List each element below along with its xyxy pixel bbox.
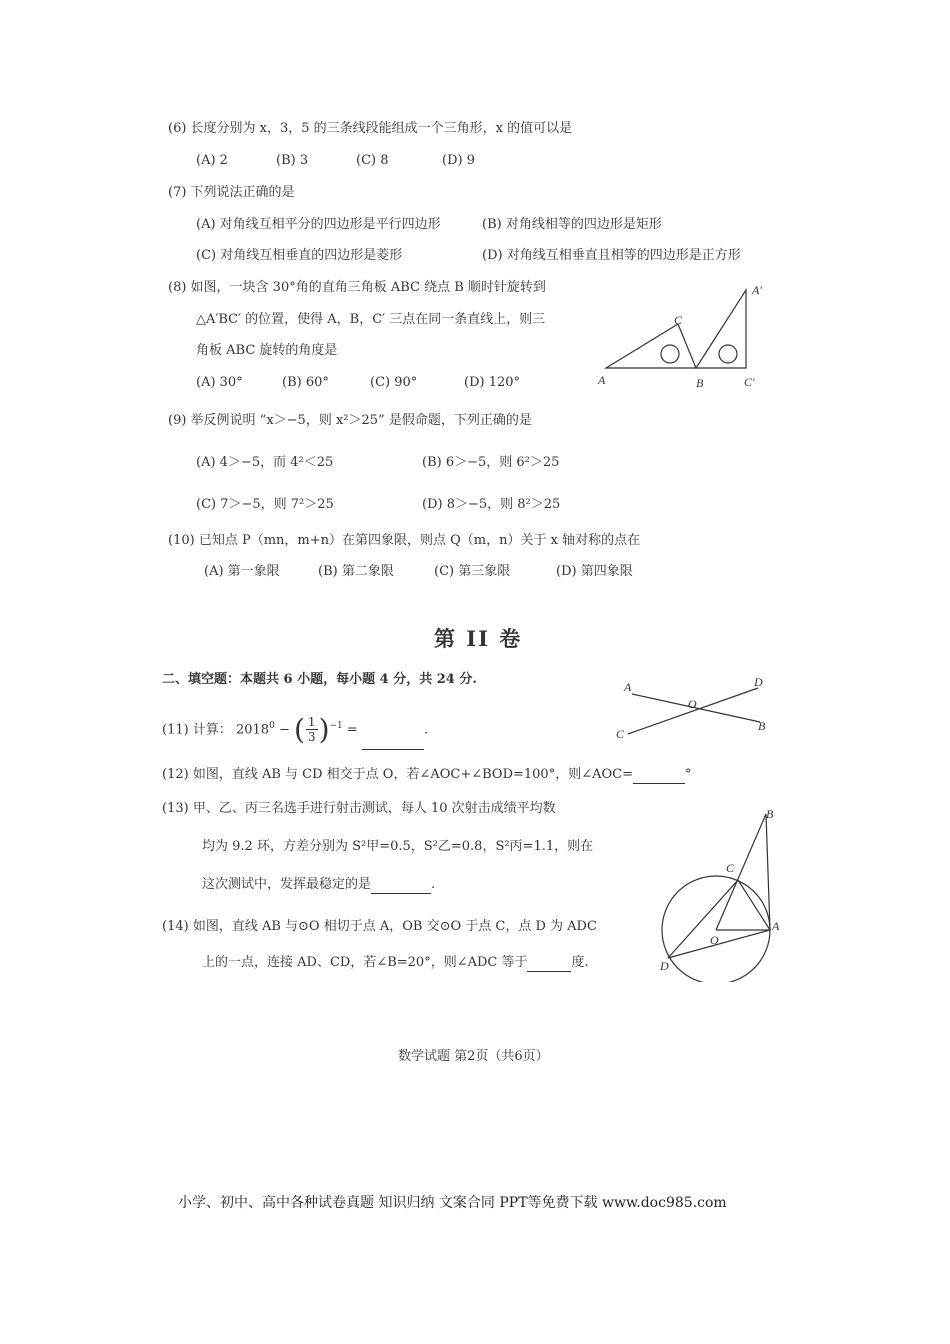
triangle-a2bc2 [696,290,746,368]
q8-option-b: (B) 60° [282,375,329,390]
label-a: A [598,373,606,387]
q10-option-b: (B) 第二象限 [318,564,394,579]
line-ca [738,880,770,930]
q7-option-a: (A) 对角线互相平分的四边形是平行四边形 [196,217,441,232]
label-a: A [772,919,780,933]
q9-option-d: (D) 8＞−5，则 8²＞25 [422,497,561,512]
q14-line2: 上的一点，连接 AD、CD，若∠B=20°，则∠ADC 等于 度. [202,955,589,970]
q8-line2: △A′BC′ 的位置，使得 A，B，C′ 三点在同一条直线上，则三 [196,312,546,327]
q11-figure [612,674,782,746]
triangle-abc [606,324,696,368]
q8-option-a: (A) 30° [196,375,243,390]
q7-stem: (7) 下列说法正确的是 [168,185,295,200]
q8-option-d: (D) 120° [464,375,521,390]
q10-option-a: (A) 第一象限 [204,564,280,579]
line-ad [668,930,770,958]
label-b: B [696,376,704,390]
q14-figure [654,806,784,982]
part-title: 第 II 卷 [434,626,523,651]
q9-option-b: (B) 6＞−5，则 6²＞25 [422,455,560,470]
label-c: C [726,861,735,875]
q6-option-a: (A) 2 [196,153,228,168]
q7-option-d: (D) 对角线互相垂直且相等的四边形是正方形 [482,248,741,263]
q14-line1: (14) 如图，直线 AB 与⊙O 相切于点 A，OB 交⊙O 于点 C，点 D 为 ADC [162,919,597,934]
q11-equals: = [346,722,358,738]
q8-line3: 角板 ABC 旋转的角度是 [196,343,338,358]
q11-exp: −1 [329,721,343,731]
q6-option-b: (B) 3 [276,153,309,168]
label-c: C [674,313,683,327]
q14-blank [527,957,571,972]
label-a-prime: A′ [752,283,762,297]
label-d: D [754,675,763,689]
section-heading: 二、填空题：本题共 6 小题，每小题 4 分，共 24 分. [162,672,477,687]
q9-option-a: (A) 4＞−5，而 4²＜25 [196,455,334,470]
q9-stem: (9) 举反例说明 “x＞−5，则 x²＞25” 是假命题，下列正确的是 [168,413,532,428]
label-o: O [710,933,719,947]
q12-blank [633,769,685,784]
q8-line1: (8) 如图，一块含 30°角的直角三角板 ABC 绕点 B 顺时针旋转到 [168,280,546,295]
q8-option-c: (C) 90° [370,375,418,390]
q12: (12) 如图，直线 AB 与 CD 相交于点 O，若∠AOC+∠BOD=100°，则∠AOC= ° [162,767,692,782]
q13-line1: (13) 甲、乙、丙三名选手进行射击测试，每人 10 次射击成绩平均数 [162,801,556,816]
hole-abc [661,345,679,363]
label-b: B [766,807,774,821]
q11-prefix: (11) 计算： [162,722,232,738]
label-d: D [660,959,669,973]
q8-figure [592,280,782,392]
q13-line3: 这次测试中，发挥最稳定的是 . [202,877,436,892]
q11-minus: − [278,722,290,738]
promo-text: 小学、初中、高中各种试卷真题 知识归纳 文案合同 PPT等免费下载 www.doc985.com [178,1195,727,1211]
q13-line2: 均为 9.2 环，方差分别为 S²甲=0.5，S²乙=0.8，S²丙=1.1，则在 [202,839,594,854]
hole-a2bc2 [719,345,737,363]
q9-option-c: (C) 7＞−5，则 7²＞25 [196,497,334,512]
q11-fraction: $\frac{1}{3}$ [307,715,316,745]
q11-exp0: 0 [269,721,275,731]
label-o: O [688,697,697,711]
label-b: B [758,719,766,733]
q11: (11) 计算： 2018$^0$ − ( $\frac{1}{3}$ )$^{-1}$ = . [162,706,428,750]
label-a: A [624,680,632,694]
q11-base: 2018 [235,722,270,738]
page-footer: 数学试题 第2页（共6页） [398,1049,549,1064]
label-c-prime: C′ [744,375,755,389]
q6-option-d: (D) 9 [442,153,475,168]
q10-option-c: (C) 第三象限 [434,564,511,579]
q10-option-d: (D) 第四象限 [556,564,633,579]
q13-blank [371,879,431,894]
q7-option-b: (B) 对角线相等的四边形是矩形 [482,217,662,232]
label-c: C [616,727,625,741]
q7-option-c: (C) 对角线互相垂直的四边形是菱形 [196,248,403,263]
q6-option-c: (C) 8 [356,153,389,168]
line-cd [628,688,758,734]
q11-blank [362,735,424,750]
q10-stem: (10) 已知点 P（mn，m+n）在第四象限，则点 Q（m，n）关于 x 轴对称的点在 [168,533,641,548]
q6-stem: (6) 长度分别为 x，3，5 的三条线段能组成一个三角形，x 的值可以是 [168,121,573,136]
